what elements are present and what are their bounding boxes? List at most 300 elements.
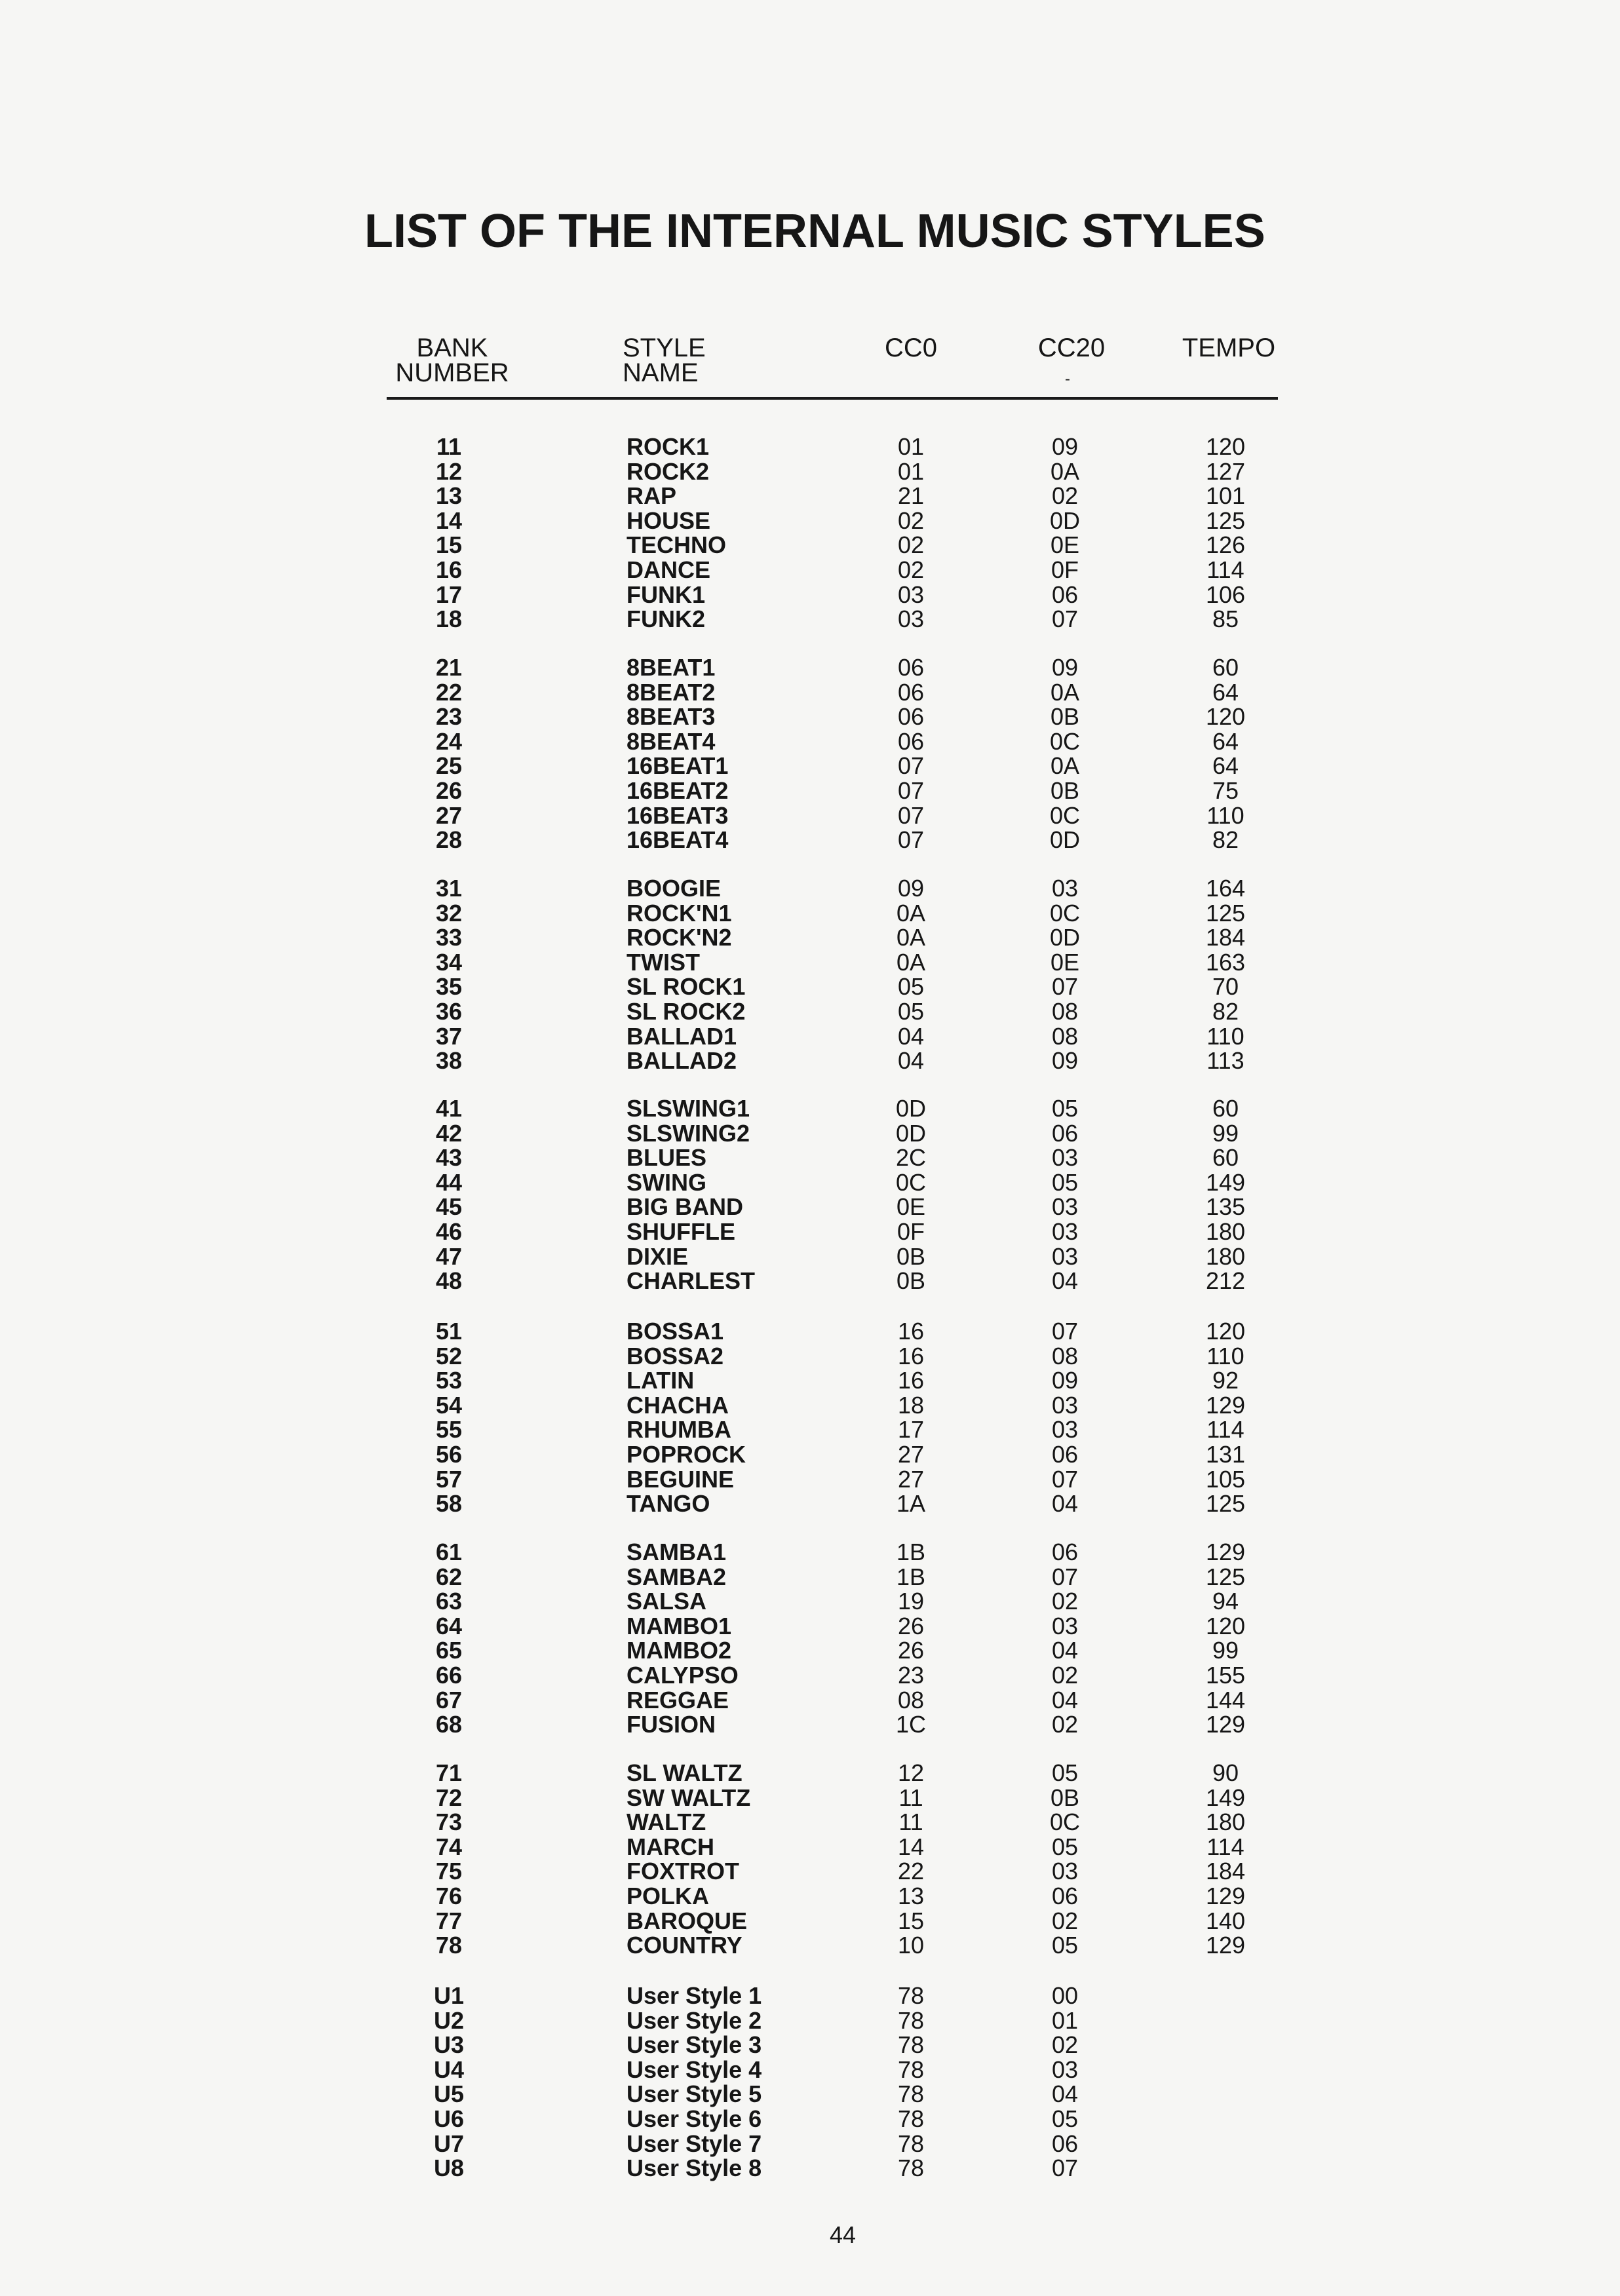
- table-row: [0, 1417, 1620, 1442]
- table-row: [0, 1319, 1620, 1344]
- cell-tempo: 94: [1212, 1588, 1239, 1615]
- style-group: [0, 1096, 1620, 1293]
- cell-bank: 63: [435, 1588, 463, 1615]
- cell-bank: 52: [435, 1342, 463, 1369]
- cell-cc0: 21: [897, 482, 925, 510]
- cell-cc20: 0B: [1050, 1784, 1080, 1811]
- cell-cc20: 03: [1051, 1416, 1079, 1444]
- cell-tempo: 85: [1212, 605, 1239, 633]
- header-tempo: TEMPO: [1182, 334, 1276, 362]
- cell-name: CHARLEST: [627, 1267, 755, 1295]
- cell-bank: 55: [435, 1416, 463, 1444]
- cell-cc20: 06: [1051, 1539, 1079, 1565]
- cell-cc20: 0F: [1051, 556, 1079, 583]
- cell-bank: 48: [435, 1267, 463, 1295]
- cell-bank: 17: [435, 581, 463, 608]
- table-row: [0, 1712, 1620, 1737]
- cell-name: DANCE: [627, 556, 711, 583]
- cell-cc0: 15: [897, 1907, 925, 1934]
- cell-tempo: 101: [1205, 482, 1246, 510]
- cell-bank: 11: [436, 433, 462, 460]
- table-row: [0, 999, 1620, 1024]
- cell-cc0: 78: [897, 2056, 925, 2083]
- cell-cc20: 0E: [1050, 531, 1080, 559]
- cell-bank: 58: [435, 1490, 463, 1518]
- cell-bank: 27: [435, 801, 463, 829]
- cell-cc20: 05: [1051, 2105, 1079, 2132]
- table-row: [0, 1121, 1620, 1146]
- table-row: [0, 1491, 1620, 1516]
- cell-bank: 18: [435, 605, 463, 633]
- table-row: [0, 2132, 1620, 2156]
- cell-cc0: 11: [898, 1808, 923, 1836]
- cell-cc20: 07: [1051, 2154, 1079, 2182]
- cell-bank: 21: [435, 654, 463, 681]
- cell-cc20: 09: [1051, 1367, 1079, 1394]
- table-row: [0, 1442, 1620, 1467]
- cell-bank: U1: [433, 1982, 465, 2009]
- cell-name: SHUFFLE: [627, 1217, 735, 1245]
- cell-tempo: 60: [1212, 654, 1239, 681]
- cell-cc20: 02: [1051, 1711, 1079, 1738]
- cell-bank: 28: [435, 826, 463, 854]
- cell-tempo: 149: [1205, 1168, 1246, 1196]
- cell-name: MAMBO1: [627, 1612, 731, 1639]
- table-row: [0, 876, 1620, 901]
- cell-cc0: 16: [897, 1318, 925, 1345]
- cell-name: User Style 4: [627, 2056, 762, 2083]
- cell-cc20: 04: [1051, 1686, 1079, 1713]
- cell-bank: U8: [433, 2154, 465, 2182]
- cell-cc20: 03: [1051, 1144, 1079, 1172]
- header-rule: [387, 397, 1278, 400]
- cell-cc20: 04: [1051, 1267, 1079, 1295]
- table-row: [0, 1096, 1620, 1121]
- cell-cc0: 1B: [896, 1563, 926, 1590]
- cell-tempo: 99: [1212, 1637, 1239, 1664]
- cell-cc0: 04: [897, 1047, 925, 1075]
- cell-cc0: 0A: [896, 948, 926, 976]
- table-row: [0, 974, 1620, 999]
- cell-name: User Style 2: [627, 2006, 762, 2034]
- cell-cc20: 07: [1051, 605, 1079, 633]
- cell-cc0: 1B: [896, 1539, 926, 1565]
- cell-cc0: 26: [897, 1637, 925, 1664]
- cell-bank: 16: [435, 556, 463, 583]
- table-row: [0, 1024, 1620, 1049]
- cell-bank: 72: [435, 1784, 463, 1811]
- cell-cc0: 06: [897, 678, 925, 706]
- table-row: [0, 754, 1620, 778]
- cell-cc0: 78: [897, 1982, 925, 2009]
- cell-tempo: 155: [1205, 1661, 1246, 1689]
- cell-cc0: 05: [897, 997, 925, 1025]
- cell-tempo: 64: [1212, 727, 1239, 755]
- cell-name: 16BEAT3: [627, 801, 729, 829]
- table-row: [0, 459, 1620, 484]
- cell-cc20: 03: [1051, 875, 1079, 902]
- cell-cc20: 0A: [1050, 752, 1080, 780]
- cell-cc20: 02: [1051, 1588, 1079, 1615]
- header-bank-line1: BANK: [416, 334, 488, 362]
- cell-bank: 36: [435, 997, 463, 1025]
- cell-bank: 57: [435, 1465, 463, 1493]
- cell-name: 8BEAT4: [627, 727, 716, 755]
- cell-cc0: 17: [897, 1416, 925, 1444]
- table-row: [0, 1170, 1620, 1195]
- cell-tempo: 114: [1206, 1833, 1244, 1860]
- header-cc20-mark: -: [1065, 370, 1070, 388]
- cell-cc20: 03: [1051, 1612, 1079, 1639]
- table-row: [0, 2082, 1620, 2107]
- cell-name: BLUES: [627, 1144, 707, 1172]
- table-row: [0, 950, 1620, 975]
- page-title: LIST OF THE INTERNAL MUSIC STYLES: [364, 205, 1265, 258]
- table-row: [0, 583, 1620, 607]
- cell-name: TANGO: [627, 1490, 710, 1518]
- cell-name: HOUSE: [627, 507, 711, 534]
- cell-cc20: 0B: [1050, 703, 1080, 731]
- cell-tempo: 70: [1212, 973, 1239, 1001]
- cell-cc20: 03: [1051, 1193, 1079, 1221]
- cell-cc20: 04: [1051, 2080, 1079, 2108]
- cell-cc0: 2C: [895, 1144, 927, 1172]
- cell-bank: 14: [435, 507, 463, 534]
- cell-bank: 38: [435, 1047, 463, 1075]
- cell-bank: 41: [435, 1095, 463, 1122]
- cell-cc0: 22: [897, 1858, 925, 1885]
- cell-cc20: 05: [1051, 1095, 1079, 1122]
- cell-bank: 51: [435, 1318, 463, 1345]
- cell-cc20: 0C: [1049, 727, 1081, 755]
- cell-cc0: 07: [897, 752, 925, 780]
- cell-tempo: 106: [1205, 581, 1246, 608]
- cell-cc0: 0D: [895, 1095, 927, 1122]
- cell-tempo: 82: [1212, 997, 1239, 1025]
- cell-cc0: 19: [897, 1588, 925, 1615]
- cell-cc20: 08: [1051, 1022, 1079, 1050]
- cell-name: COUNTRY: [627, 1932, 742, 1959]
- cell-bank: 53: [435, 1367, 463, 1394]
- cell-cc0: 18: [897, 1391, 925, 1419]
- cell-tempo: 184: [1205, 924, 1246, 951]
- cell-bank: U4: [433, 2056, 465, 2083]
- cell-name: TWIST: [627, 948, 700, 976]
- cell-tempo: 110: [1206, 801, 1244, 829]
- cell-cc20: 07: [1051, 973, 1079, 1001]
- cell-cc20: 0C: [1049, 899, 1081, 927]
- cell-bank: 65: [435, 1637, 463, 1664]
- cell-name: User Style 1: [627, 1982, 762, 2009]
- cell-name: SL ROCK1: [627, 973, 746, 1001]
- table-row: [0, 655, 1620, 680]
- table-row: [0, 2057, 1620, 2082]
- cell-name: MAMBO2: [627, 1637, 731, 1664]
- cell-tempo: 127: [1205, 457, 1246, 485]
- cell-cc0: 23: [897, 1661, 925, 1689]
- cell-tempo: 64: [1212, 678, 1239, 706]
- cell-name: RHUMBA: [627, 1416, 731, 1444]
- cell-cc0: 11: [898, 1784, 923, 1811]
- cell-cc0: 0F: [897, 1217, 925, 1245]
- cell-tempo: 64: [1212, 752, 1239, 780]
- cell-cc0: 02: [897, 531, 925, 559]
- cell-tempo: 180: [1205, 1242, 1246, 1270]
- cell-tempo: 180: [1205, 1217, 1246, 1245]
- table-row: [0, 1786, 1620, 1810]
- cell-name: 8BEAT1: [627, 654, 716, 681]
- cell-tempo: 110: [1206, 1342, 1244, 1369]
- table-row: [0, 1859, 1620, 1884]
- cell-tempo: 90: [1212, 1759, 1239, 1786]
- cell-cc20: 09: [1051, 433, 1079, 460]
- cell-name: FUNK1: [627, 581, 706, 608]
- cell-bank: 35: [435, 973, 463, 1001]
- table-row: [0, 484, 1620, 508]
- cell-bank: 12: [435, 457, 463, 485]
- table-row: [0, 1761, 1620, 1786]
- cell-cc0: 78: [897, 2154, 925, 2182]
- cell-cc20: 05: [1051, 1833, 1079, 1860]
- cell-cc0: 06: [897, 727, 925, 755]
- cell-cc0: 0E: [896, 1193, 926, 1221]
- cell-name: WALTZ: [627, 1808, 706, 1836]
- cell-bank: 76: [435, 1882, 463, 1909]
- cell-tempo: 140: [1205, 1907, 1246, 1934]
- table-row: [0, 1638, 1620, 1663]
- cell-name: SAMBA2: [627, 1563, 727, 1590]
- cell-cc20: 0B: [1050, 776, 1080, 804]
- cell-bank: 61: [435, 1539, 463, 1565]
- cell-bank: 44: [435, 1168, 463, 1196]
- cell-name: 8BEAT3: [627, 703, 716, 731]
- cell-cc0: 06: [897, 654, 925, 681]
- cell-name: SALSA: [627, 1588, 707, 1615]
- cell-cc20: 02: [1051, 1907, 1079, 1934]
- cell-cc20: 03: [1051, 1858, 1079, 1885]
- cell-tempo: 105: [1205, 1465, 1246, 1493]
- cell-bank: 24: [435, 727, 463, 755]
- header-name-line1: STYLE: [623, 334, 706, 362]
- cell-cc0: 06: [897, 703, 925, 731]
- cell-cc0: 14: [897, 1833, 925, 1860]
- cell-name: SLSWING1: [627, 1095, 750, 1122]
- cell-bank: U5: [433, 2080, 465, 2108]
- cell-cc20: 03: [1051, 1217, 1079, 1245]
- cell-name: ROCK'N2: [627, 924, 732, 951]
- cell-cc0: 07: [897, 801, 925, 829]
- cell-cc20: 0D: [1049, 924, 1081, 951]
- cell-cc0: 0C: [895, 1168, 927, 1196]
- table-row: [0, 1663, 1620, 1688]
- cell-cc20: 07: [1051, 1563, 1079, 1590]
- cell-bank: 26: [435, 776, 463, 804]
- table-row: [0, 729, 1620, 754]
- cell-bank: 42: [435, 1119, 463, 1147]
- cell-name: CALYPSO: [627, 1661, 739, 1689]
- cell-cc0: 02: [897, 556, 925, 583]
- cell-tempo: 212: [1205, 1267, 1246, 1295]
- cell-tempo: 60: [1212, 1144, 1239, 1172]
- cell-cc0: 78: [897, 2130, 925, 2157]
- table-row: [0, 1810, 1620, 1835]
- cell-cc20: 08: [1051, 1342, 1079, 1369]
- cell-tempo: 60: [1212, 1095, 1239, 1122]
- cell-bank: 33: [435, 924, 463, 951]
- header-bank-line2: NUMBER: [395, 358, 509, 387]
- cell-name: BEGUINE: [627, 1465, 735, 1493]
- header-cc0: CC0: [884, 334, 938, 362]
- style-group: [0, 1761, 1620, 1958]
- cell-name: POLKA: [627, 1882, 709, 1909]
- cell-name: SL WALTZ: [627, 1759, 742, 1786]
- cell-cc0: 12: [897, 1759, 925, 1786]
- header-name-line2: NAME: [623, 358, 699, 387]
- cell-bank: 78: [435, 1932, 463, 1959]
- table-row: [0, 1884, 1620, 1909]
- cell-bank: 45: [435, 1193, 463, 1221]
- table-row: [0, 778, 1620, 803]
- cell-name: BALLAD2: [627, 1047, 737, 1075]
- cell-tempo: 114: [1206, 1416, 1244, 1444]
- cell-cc0: 03: [897, 581, 925, 608]
- table-row: [0, 1467, 1620, 1492]
- cell-name: SAMBA1: [627, 1539, 727, 1565]
- cell-bank: 75: [435, 1858, 463, 1885]
- table-row: [0, 1933, 1620, 1958]
- cell-tempo: 131: [1205, 1440, 1246, 1468]
- cell-bank: 37: [435, 1022, 463, 1050]
- cell-bank: 47: [435, 1242, 463, 1270]
- cell-tempo: 180: [1205, 1808, 1246, 1836]
- table-row: [0, 2008, 1620, 2033]
- cell-bank: 73: [435, 1808, 463, 1836]
- cell-cc0: 02: [897, 507, 925, 534]
- style-group: [0, 1983, 1620, 2181]
- cell-bank: 15: [435, 531, 463, 559]
- cell-cc0: 01: [897, 457, 925, 485]
- cell-bank: 32: [435, 899, 463, 927]
- cell-cc0: 78: [897, 2105, 925, 2132]
- cell-cc20: 05: [1051, 1759, 1079, 1786]
- cell-cc0: 10: [897, 1932, 925, 1959]
- cell-bank: 74: [435, 1833, 463, 1860]
- cell-cc0: 16: [897, 1342, 925, 1369]
- cell-name: User Style 7: [627, 2130, 762, 2157]
- cell-name: SLSWING2: [627, 1119, 750, 1147]
- cell-cc20: 04: [1051, 1637, 1079, 1664]
- cell-tempo: 92: [1212, 1367, 1239, 1394]
- cell-cc20: 0D: [1049, 826, 1081, 854]
- cell-tempo: 129: [1205, 1882, 1246, 1909]
- table-row: [0, 1909, 1620, 1934]
- cell-name: SWING: [627, 1168, 706, 1196]
- cell-cc0: 0A: [896, 899, 926, 927]
- cell-bank: U6: [433, 2105, 465, 2132]
- cell-cc20: 0A: [1050, 678, 1080, 706]
- cell-cc20: 02: [1051, 1661, 1079, 1689]
- cell-name: 8BEAT2: [627, 678, 716, 706]
- cell-name: RAP: [627, 482, 677, 510]
- cell-bank: 23: [435, 703, 463, 731]
- cell-name: LATIN: [627, 1367, 695, 1394]
- style-group: [0, 1540, 1620, 1737]
- table-row: [0, 1589, 1620, 1614]
- cell-bank: 46: [435, 1217, 463, 1245]
- cell-tempo: 129: [1205, 1539, 1246, 1565]
- cell-cc20: 01: [1051, 2006, 1079, 2034]
- cell-bank: 68: [435, 1711, 463, 1738]
- table-row: [0, 828, 1620, 852]
- cell-name: BOSSA1: [627, 1318, 724, 1345]
- cell-bank: U7: [433, 2130, 465, 2157]
- cell-cc0: 0A: [896, 924, 926, 951]
- cell-tempo: 126: [1205, 531, 1246, 559]
- cell-tempo: 129: [1205, 1932, 1246, 1959]
- table-row: [0, 1145, 1620, 1170]
- cell-name: User Style 8: [627, 2154, 762, 2182]
- cell-bank: 66: [435, 1661, 463, 1689]
- cell-cc20: 07: [1051, 1318, 1079, 1345]
- cell-name: MARCH: [627, 1833, 714, 1860]
- table-row: [0, 2107, 1620, 2132]
- table-row: [0, 1688, 1620, 1713]
- table-row: [0, 925, 1620, 950]
- table-row: [0, 1983, 1620, 2008]
- cell-cc20: 03: [1051, 1242, 1079, 1270]
- table-row: [0, 533, 1620, 558]
- cell-tempo: 120: [1205, 1318, 1246, 1345]
- cell-tempo: 82: [1212, 826, 1239, 854]
- cell-cc0: 78: [897, 2006, 925, 2034]
- cell-tempo: 125: [1205, 1563, 1246, 1590]
- cell-bank: 13: [435, 482, 463, 510]
- header-bank-number: [387, 335, 518, 385]
- cell-cc20: 0D: [1049, 507, 1081, 534]
- cell-name: FUSION: [627, 1711, 716, 1738]
- cell-tempo: 120: [1205, 1612, 1246, 1639]
- cell-tempo: 125: [1205, 899, 1246, 927]
- cell-cc0: 1C: [895, 1711, 927, 1738]
- cell-name: FOXTROT: [627, 1858, 739, 1885]
- cell-bank: 67: [435, 1686, 463, 1713]
- cell-cc0: 27: [897, 1440, 925, 1468]
- cell-bank: 77: [435, 1907, 463, 1934]
- cell-bank: 56: [435, 1440, 463, 1468]
- cell-cc0: 26: [897, 1612, 925, 1639]
- cell-cc20: 05: [1051, 1932, 1079, 1959]
- cell-name: DIXIE: [627, 1242, 689, 1270]
- table-row: [0, 1368, 1620, 1393]
- cell-cc0: 03: [897, 605, 925, 633]
- table-row: [0, 1614, 1620, 1639]
- style-group: [0, 655, 1620, 852]
- cell-tempo: 184: [1205, 1858, 1246, 1885]
- cell-tempo: 125: [1205, 1490, 1246, 1518]
- cell-name: ROCK2: [627, 457, 710, 485]
- cell-cc20: 06: [1051, 581, 1079, 608]
- table-row: [0, 1565, 1620, 1590]
- style-group: [0, 876, 1620, 1073]
- table-row: [0, 2156, 1620, 2181]
- cell-cc20: 06: [1051, 1119, 1079, 1147]
- cell-cc20: 05: [1051, 1168, 1079, 1196]
- cell-cc20: 09: [1051, 1047, 1079, 1075]
- cell-name: CHACHA: [627, 1391, 729, 1419]
- cell-cc0: 08: [897, 1686, 925, 1713]
- cell-tempo: 120: [1205, 433, 1246, 460]
- cell-cc20: 0E: [1050, 948, 1080, 976]
